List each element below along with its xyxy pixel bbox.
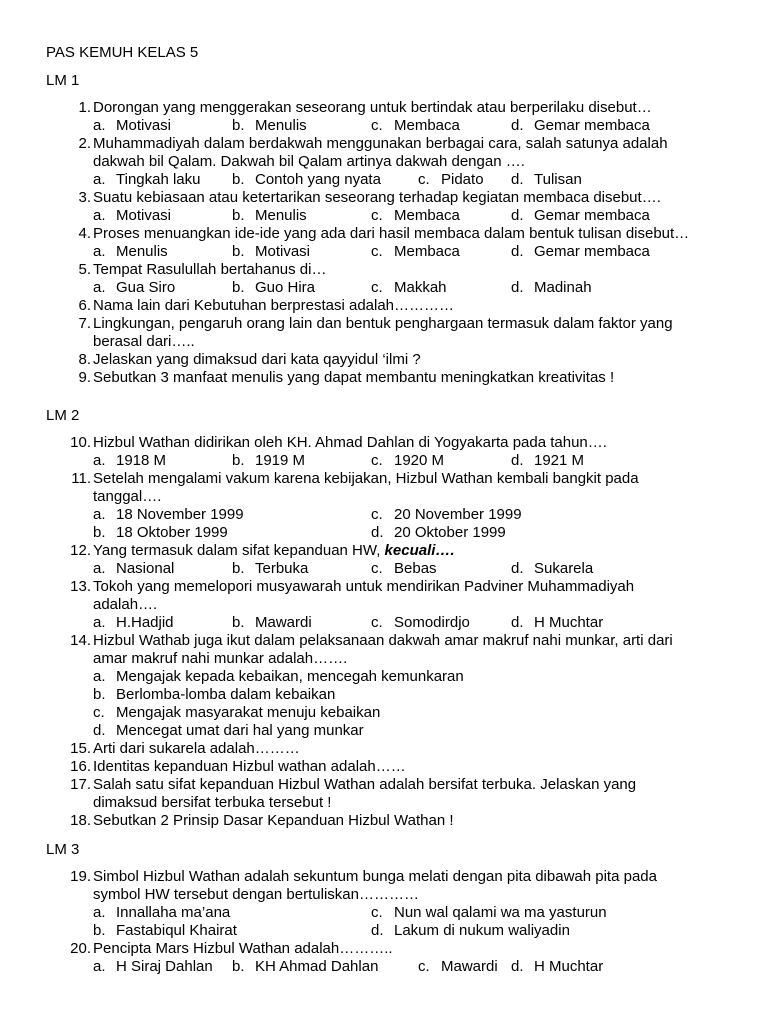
option-letter: a. — [93, 279, 106, 296]
answer-option — [232, 117, 307, 135]
answer-option — [418, 958, 498, 976]
option-letter: b. — [93, 524, 106, 541]
question-number: 11. — [71, 470, 91, 487]
question-number: 13. — [70, 578, 91, 595]
option-text: Menulis — [255, 207, 307, 224]
option-letter: c. — [371, 279, 383, 296]
option-letter: b. — [232, 614, 245, 631]
question-text: Salah satu sifat kepanduan Hizbul Wathan adalah bersifat terbuka. Jelaskan yang — [93, 776, 637, 793]
option-letter: a. — [93, 560, 106, 577]
question-text: adalah…. — [93, 596, 158, 613]
option-letter: d. — [93, 722, 106, 739]
question-number: 10. — [70, 434, 91, 451]
question-text: Tokoh yang memelopori musyawarah untuk mendirikan Padviner Muhammadiyah — [93, 578, 635, 595]
answer-option — [371, 524, 506, 542]
question-text: Yang termasuk dalam sifat kepanduan HW, kecuali…. — [93, 542, 455, 559]
answer-option — [93, 614, 174, 632]
option-text: Motivasi — [116, 117, 172, 134]
option-letter: b. — [232, 243, 245, 260]
question-number: 17. — [70, 776, 91, 793]
question-number: 14. — [70, 632, 91, 649]
answer-option — [93, 958, 213, 976]
answer-option — [93, 904, 230, 922]
question-text: Simbol Hizbul Wathan adalah sekuntum bunga melati dengan pita dibawah pita pada — [93, 868, 657, 885]
answer-option — [93, 704, 380, 722]
option-text: Gemar membaca — [534, 243, 650, 260]
question-number: 2. — [78, 135, 91, 152]
option-letter: d. — [371, 524, 384, 541]
question-text: Muhammadiyah dalam berdakwah menggunakan berbagai cara, salah satunya adalah — [93, 135, 668, 152]
section-heading: LM 1 — [46, 72, 80, 89]
option-text: Somodirdjo — [394, 614, 470, 631]
question-text: Jelaskan yang dimaksud dari kata qayyidul ‘ilmi ? — [93, 351, 421, 368]
option-letter: d. — [511, 958, 524, 975]
option-text: Makkah — [394, 279, 447, 296]
answer-option — [511, 117, 650, 135]
emphasis-text: kecuali…. — [384, 542, 455, 559]
option-text: Innallaha ma’ana — [116, 904, 231, 921]
answer-option — [93, 560, 174, 578]
option-text: KH Ahmad Dahlan — [255, 958, 379, 975]
question-text: Sebutkan 3 manfaat menulis yang dapat membantu meningkatkan kreativitas ! — [93, 369, 615, 386]
option-text: Membaca — [394, 207, 460, 224]
option-text: Lakum di nukum waliyadin — [394, 922, 570, 939]
question-number: 1. — [78, 99, 91, 116]
answer-option — [371, 904, 607, 922]
option-text: Terbuka — [255, 560, 309, 577]
option-text: 1919 M — [255, 452, 306, 469]
option-text: Nasional — [116, 560, 175, 577]
answer-option — [511, 171, 582, 189]
question-text: dakwah bil Qalam. Dakwah bil Qalam artinya dakwah dengan …. — [93, 153, 525, 170]
option-letter: c. — [371, 243, 383, 260]
option-letter: a. — [93, 452, 106, 469]
option-letter: b. — [93, 686, 106, 703]
answer-option — [232, 243, 310, 261]
option-text: 20 Oktober 1999 — [394, 524, 506, 541]
question-text: Arti dari sukarela adalah……… — [93, 740, 300, 757]
question-number: 12. — [70, 542, 91, 559]
option-letter: a. — [93, 117, 106, 134]
option-letter: c. — [371, 452, 383, 469]
option-letter: c. — [371, 560, 383, 577]
option-letter: a. — [93, 614, 106, 631]
answer-option — [93, 279, 175, 297]
page-title: PAS KEMUH KELAS 5 — [46, 44, 199, 61]
option-letter: a. — [93, 958, 106, 975]
answer-option — [371, 922, 570, 940]
answer-option — [232, 958, 378, 976]
option-text: H Muchtar — [534, 958, 604, 975]
option-letter: d. — [511, 243, 524, 260]
answer-option — [371, 506, 522, 524]
option-letter: b. — [232, 958, 245, 975]
option-letter: b. — [232, 207, 245, 224]
option-letter: c. — [418, 171, 430, 188]
option-letter: b. — [232, 560, 245, 577]
option-text: Mawardi — [441, 958, 498, 975]
option-text: Berlomba-lomba dalam kebaikan — [116, 686, 336, 703]
answer-option — [232, 452, 305, 470]
question-number: 18. — [70, 812, 91, 829]
option-letter: a. — [93, 506, 106, 523]
answer-option — [93, 506, 244, 524]
option-text: Motivasi — [116, 207, 172, 224]
answer-option — [511, 279, 592, 297]
option-text: Madinah — [534, 279, 592, 296]
question-number: 15. — [70, 740, 91, 757]
question-number: 5. — [78, 261, 91, 278]
question-text: tanggal…. — [93, 488, 162, 505]
question-number: 9. — [78, 369, 91, 386]
option-text: Tingkah laku — [116, 171, 201, 188]
option-letter: b. — [93, 922, 106, 939]
question-text: Dorongan yang menggerakan seseorang untuk bertindak atau berperilaku disebut… — [93, 99, 652, 116]
answer-option — [511, 452, 584, 470]
answer-option — [371, 207, 460, 225]
question-text: dimaksud bersifat terbuka tersebut ! — [93, 794, 332, 811]
question-number: 3. — [78, 189, 91, 206]
option-text: Bebas — [394, 560, 437, 577]
option-text: 18 Oktober 1999 — [116, 524, 228, 541]
question-number: 20. — [70, 940, 91, 957]
question-text: Identitas kepanduan Hizbul wathan adalah…… — [93, 758, 406, 775]
question-text: berasal dari….. — [93, 333, 195, 350]
answer-option — [93, 922, 237, 940]
option-letter: a. — [93, 243, 106, 260]
question-text: Nama lain dari Kebutuhan berprestasi adalah………… — [93, 297, 455, 314]
answer-option — [371, 243, 460, 261]
option-text: 1920 M — [394, 452, 445, 469]
answer-option — [232, 171, 381, 189]
answer-option — [93, 207, 171, 225]
question-text: symbol HW tersebut dengan bertuliskan………… — [93, 886, 419, 903]
answer-option — [371, 117, 460, 135]
question-text: Setelah mengalami vakum karena kebijakan, Hizbul Wathan kembali bangkit pada — [93, 470, 639, 487]
option-text: Fastabiqul Khairat — [116, 922, 237, 939]
answer-option — [418, 171, 484, 189]
question-text: amar makruf nahi munkar adalah……. — [93, 650, 348, 667]
answer-option — [511, 207, 650, 225]
answer-option — [371, 452, 444, 470]
option-text: Membaca — [394, 117, 460, 134]
option-letter: c. — [371, 117, 383, 134]
answer-option — [511, 560, 593, 578]
answer-option — [93, 243, 168, 261]
option-letter: d. — [511, 207, 524, 224]
option-letter: d. — [511, 560, 524, 577]
option-text: Motivasi — [255, 243, 311, 260]
answer-option — [232, 560, 308, 578]
option-letter: c. — [418, 958, 430, 975]
section-heading: LM 3 — [46, 841, 80, 858]
section-heading: LM 2 — [46, 407, 80, 424]
option-letter: a. — [93, 207, 106, 224]
option-text: Gemar membaca — [534, 117, 650, 134]
option-text: Pidato — [441, 171, 484, 188]
option-letter: b. — [232, 171, 245, 188]
option-letter: b. — [232, 117, 245, 134]
option-text: Menulis — [116, 243, 168, 260]
answer-option — [93, 686, 335, 704]
option-letter: d. — [511, 171, 524, 188]
question-text: Hizbul Wathab juga ikut dalam pelaksanaan dakwah amar makruf nahi munkar, arti dari — [93, 632, 673, 649]
option-letter: a. — [93, 668, 106, 685]
question-text: Proses menuangkan ide-ide yang ada dari hasil membaca dalam bentuk tulisan disebut… — [93, 225, 690, 242]
option-text: Nun wal qalami wa ma yasturun — [394, 904, 607, 921]
option-text: Sukarela — [534, 560, 594, 577]
answer-option — [93, 117, 171, 135]
option-text: Tulisan — [534, 171, 582, 188]
option-text: Guo Hira — [255, 279, 316, 296]
option-text: H.Hadjid — [116, 614, 174, 631]
option-letter: d. — [511, 614, 524, 631]
option-letter: a. — [93, 904, 106, 921]
option-letter: c. — [371, 506, 383, 523]
option-text: 1921 M — [534, 452, 585, 469]
option-letter: c. — [371, 207, 383, 224]
answer-option — [232, 279, 315, 297]
option-text: H Muchtar — [534, 614, 604, 631]
option-text: Contoh yang nyata — [255, 171, 381, 188]
question-number: 7. — [78, 315, 91, 332]
answer-option — [371, 279, 447, 297]
option-letter: b. — [232, 279, 245, 296]
answer-option — [93, 171, 201, 189]
option-text: Mengajak masyarakat menuju kebaikan — [116, 704, 381, 721]
option-text: Gua Siro — [116, 279, 176, 296]
option-text: H Siraj Dahlan — [116, 958, 213, 975]
option-text: 20 November 1999 — [394, 506, 522, 523]
answer-option — [511, 958, 603, 976]
option-letter: d. — [371, 922, 384, 939]
option-letter: c. — [371, 904, 383, 921]
question-text: Pencipta Mars Hizbul Wathan adalah……….. — [93, 940, 393, 957]
question-text: Tempat Rasulullah bertahanus di… — [93, 261, 327, 278]
question-text: Suatu kebiasaan atau ketertarikan seseorang terhadap kegiatan membaca disebut…. — [93, 189, 661, 206]
answer-option — [371, 560, 437, 578]
answer-option — [232, 614, 312, 632]
option-letter: c. — [93, 704, 105, 721]
option-letter: a. — [93, 171, 106, 188]
option-letter: b. — [232, 452, 245, 469]
question-number: 8. — [78, 351, 91, 368]
answer-option — [93, 722, 364, 740]
question-number: 6. — [78, 297, 91, 314]
question-number: 16. — [70, 758, 91, 775]
option-text: Mengajak kepada kebaikan, mencegah kemunkaran — [116, 668, 464, 685]
option-letter: c. — [371, 614, 383, 631]
answer-option — [232, 207, 307, 225]
answer-option — [93, 452, 166, 470]
option-letter: d. — [511, 452, 524, 469]
answer-option — [371, 614, 470, 632]
option-letter: d. — [511, 279, 524, 296]
option-text: 1918 M — [116, 452, 167, 469]
answer-option — [93, 524, 228, 542]
option-text: Mawardi — [255, 614, 312, 631]
option-text: Membaca — [394, 243, 460, 260]
answer-option — [511, 614, 603, 632]
option-text: 18 November 1999 — [116, 506, 244, 523]
question-number: 19. — [70, 868, 91, 885]
option-text: Menulis — [255, 117, 307, 134]
answer-option — [93, 668, 464, 686]
question-number: 4. — [78, 225, 91, 242]
option-text: Mencegat umat dari hal yang munkar — [116, 722, 364, 739]
answer-option — [511, 243, 650, 261]
question-text: Hizbul Wathan didirikan oleh KH. Ahmad Dahlan di Yogyakarta pada tahun…. — [93, 434, 607, 451]
option-text: Gemar membaca — [534, 207, 650, 224]
option-letter: d. — [511, 117, 524, 134]
question-text: Sebutkan 2 Prinsip Dasar Kepanduan Hizbul Wathan ! — [93, 812, 454, 829]
question-text: Lingkungan, pengaruh orang lain dan bentuk penghargaan termasuk dalam faktor yang — [93, 315, 673, 332]
